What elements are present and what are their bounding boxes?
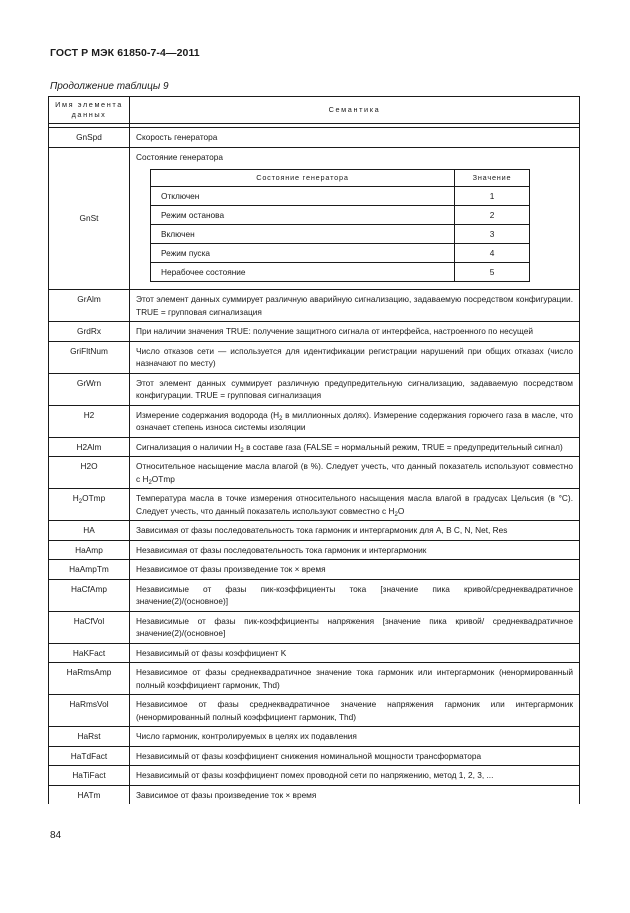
table-row — [49, 560, 580, 580]
table-row — [49, 128, 580, 148]
row-name: HaCfAmp — [49, 579, 130, 611]
table-row — [49, 727, 580, 747]
inner-row — [151, 244, 530, 263]
row-semantics: Независимые от фазы пик-коэффициенты тока [значение пика кривой/среднеквадратичное значение(2)/(основное)] — [130, 579, 580, 611]
row-semantics: Число отказов сети — используется для идентификации регистрации нарушений при общих отказах (число назначают по месту) — [130, 341, 580, 373]
table-row — [49, 540, 580, 560]
inner-state: Режим пуска — [151, 244, 455, 263]
inner-header-row — [151, 170, 530, 187]
row-semantics: Сигнализация о наличии $H_2$ в составе газа (FALSE = нормальный режим, TRUE = предупредительный сигнал) — [130, 437, 580, 457]
row-name: HaTdFact — [49, 746, 130, 766]
row-name: HATm — [49, 785, 130, 804]
table-row — [49, 147, 580, 290]
row-semantics: Измерение содержания водорода ($H_2$ в миллионных долях). Измерение содержания горючего газа в масле, что означает степень износа системы изоляции — [130, 405, 580, 437]
inner-value: 2 — [455, 206, 530, 225]
row-name: H2O — [49, 457, 130, 489]
table-row — [49, 290, 580, 322]
page-number: 84 — [50, 830, 62, 841]
row-name: HaCfVol — [49, 611, 130, 643]
row-semantics: Независимый от фазы коэффициент помех проводной сети по напряжению, метод 1, 2, 3, ... — [130, 766, 580, 786]
table-row — [49, 766, 580, 786]
table-row — [49, 405, 580, 437]
row-name: GnSt — [49, 147, 130, 290]
row-semantics: Зависимое от фазы произведение ток × время — [130, 785, 580, 804]
inner-value: 5 — [455, 263, 530, 282]
inner-row — [151, 225, 530, 244]
semantics-table — [48, 96, 580, 804]
row-semantics: Независимое от фазы произведение ток × время — [130, 560, 580, 580]
row-semantics: Этот элемент данных суммирует различную предупредительную сигнализацию, задаваемую посредством конфигурации. TRUE = групповая сигнализация — [130, 373, 580, 405]
row-semantics: Независимое от фазы среднеквадратичное значение напряжения гармоник или интергармоник (ненормированный полный коэффициент гармоник, Thd) — [130, 695, 580, 727]
row-semantics: Независимые от фазы пик-коэффициенты напряжения [значение пика кривой/ среднеквадратичное значение(2)/(основное] — [130, 611, 580, 643]
row-name: HaRst — [49, 727, 130, 747]
row-semantics: Независимый от фазы коэффициент K — [130, 643, 580, 663]
row-semantics — [130, 147, 580, 290]
row-semantics: Независимый от фазы коэффициент снижения номинальной мощности трансформатора — [130, 746, 580, 766]
table-row — [49, 489, 580, 521]
inner-header-value: Значение — [455, 170, 530, 187]
document-header: ГОСТ Р МЭК 61850-7-4—2011 — [50, 47, 200, 59]
row-name: HaTiFact — [49, 766, 130, 786]
table-row — [49, 341, 580, 373]
row-name: GnSpd — [49, 128, 130, 148]
row-semantics: Скорость генератора — [130, 128, 580, 148]
row-name: $H_2OTmp$ — [49, 489, 130, 521]
row-name: HaKFact — [49, 643, 130, 663]
row-name: HaAmp — [49, 540, 130, 560]
row-name: HaAmpTm — [49, 560, 130, 580]
inner-state: Отключен — [151, 187, 455, 206]
inner-state: Включен — [151, 225, 455, 244]
row-name: HaRmsAmp — [49, 663, 130, 695]
inner-row — [151, 187, 530, 206]
table-row — [49, 521, 580, 541]
table-caption: Продолжение таблицы 9 — [50, 81, 169, 92]
table-row — [49, 373, 580, 405]
inner-state: Режим останова — [151, 206, 455, 225]
row-name: GriFltNum — [49, 341, 130, 373]
inner-row — [151, 206, 530, 225]
inner-row — [151, 263, 530, 282]
inner-value: 4 — [455, 244, 530, 263]
table-row — [49, 322, 580, 342]
row-semantics: Независимое от фазы среднеквадратичное значение тока гармоник или интергармоник (ненормированный полный коэффициент гармоник, Thd) — [130, 663, 580, 695]
row-semantics: Число гармоник, контролируемых в целях их подавления — [130, 727, 580, 747]
table-header-row — [49, 97, 580, 124]
table-row — [49, 643, 580, 663]
table-row — [49, 663, 580, 695]
col-header-name: Имя элемента данных — [49, 97, 130, 124]
table-row — [49, 695, 580, 727]
row-semantics: Этот элемент данных суммирует различную аварийную сигнализацию, задаваемую посредством конфигурации. TRUE = групповая сигнализация — [130, 290, 580, 322]
inner-header-state: Состояние генератора — [151, 170, 455, 187]
row-name: GrAlm — [49, 290, 130, 322]
row-name: HA — [49, 521, 130, 541]
generator-state-table — [150, 169, 530, 282]
row-name: HaRmsVol — [49, 695, 130, 727]
col-header-semantics: Семантика — [130, 97, 580, 124]
row-semantics: Независимая от фазы последовательность тока гармоник и интергармоник — [130, 540, 580, 560]
inner-value: 1 — [455, 187, 530, 206]
table-row — [49, 457, 580, 489]
row-semantics: Зависимая от фазы последовательность тока гармоник и интергармоник для A, B C, N, Net, Res — [130, 521, 580, 541]
table-row — [49, 437, 580, 457]
row-name: H2 — [49, 405, 130, 437]
row-semantics: При наличии значения TRUE: получение защитного сигнала от интерфейса, настроенного по несущей — [130, 322, 580, 342]
inner-state: Нерабочее состояние — [151, 263, 455, 282]
row-name: GrWrn — [49, 373, 130, 405]
table-row — [49, 611, 580, 643]
table-row — [49, 579, 580, 611]
row-name: H2Alm — [49, 437, 130, 457]
row-semantics-text: Состояние генератора — [136, 151, 223, 162]
table-row — [49, 785, 580, 804]
row-semantics: Относительное насыщение масла влагой (в %). Следует учесть, что данный показатель используют совместно с $H_2OTmp$ — [130, 457, 580, 489]
row-semantics: Температура масла в точке измерения относительного насыщения масла влагой в градусах Цельсия (в °C). Следует учесть, что данный показатель используют совместно с $H_2O$ — [130, 489, 580, 521]
inner-value: 3 — [455, 225, 530, 244]
row-name: GrdRx — [49, 322, 130, 342]
table-row — [49, 746, 580, 766]
